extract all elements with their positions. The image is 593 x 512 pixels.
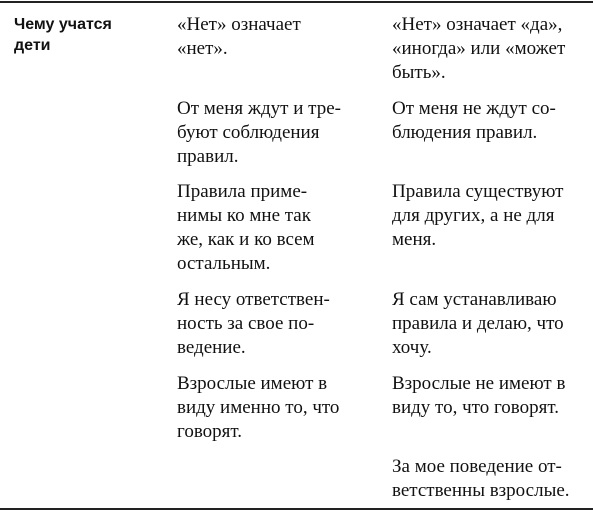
table-cell-row2-col2: От меня не ждут со- блюдения правил. <box>392 98 556 143</box>
table-cell-row5-col1: Взрослые имеют в виду именно то, что говорят. <box>177 373 340 442</box>
table-cell-row4-col1: Я несу ответствен- ность за свое по- ведение. <box>177 289 330 358</box>
table-cell-row3-col2: Правила существуют для других, а не для меня. <box>392 181 564 250</box>
table-top-rule <box>0 1 593 3</box>
table-cell-row2-col1: От меня ждут и тре- буют соблюдения правил. <box>177 98 341 167</box>
table-bottom-rule <box>0 508 593 510</box>
table-cell-row1-col1: «Нет» означает «нет». <box>177 14 301 59</box>
table-cell-row6-col2: За мое поведение от- ветственны взрослые. <box>392 456 570 501</box>
table-cell-row1-col2: «Нет» означает «да», «иногда» или «может быть». <box>392 14 566 83</box>
table-cell-row5-col2: Взрослые не имеют в виду то, что говорят. <box>392 373 566 418</box>
table-cell-row4-col2: Я сам устанавливаю правила и делаю, что хочу. <box>392 289 564 358</box>
table-row-heading: Чему учатся дети <box>14 16 112 54</box>
table-cell-row3-col1: Правила приме- нимы ко мне так же, как и ко всем остальным. <box>177 181 315 274</box>
